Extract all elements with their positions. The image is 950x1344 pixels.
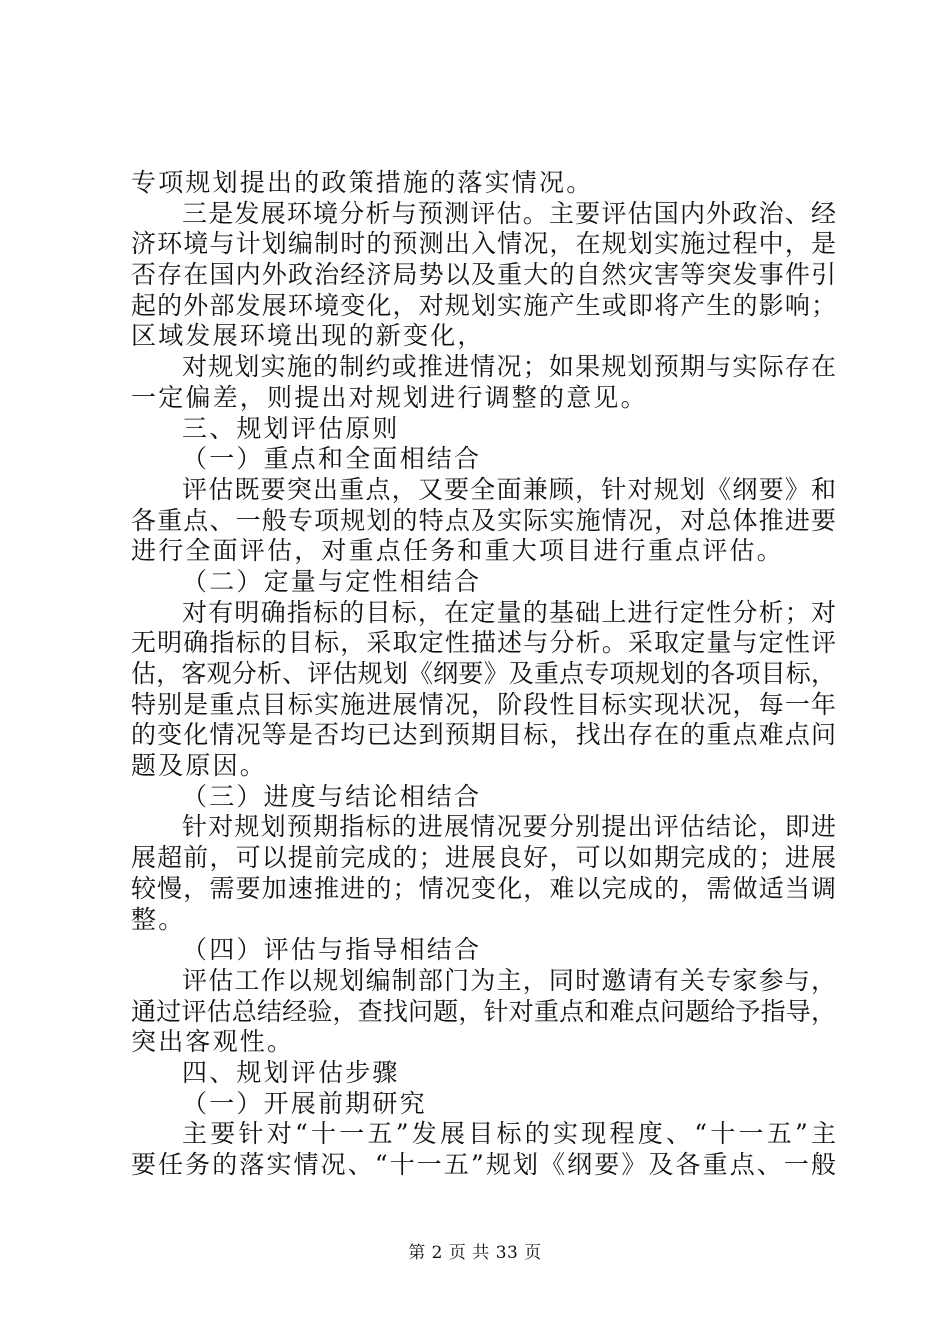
text-line: 突出客观性。 [131,1027,295,1057]
text-line: 主要针对“十一五”发展目标的实现程度、“十一五”主 [182,1119,836,1149]
text-line: 否存在国内外政治经济局势以及重大的自然灾害等突发事件引 [131,260,836,290]
text-line: 三、规划评估原则 [182,413,400,443]
text-line: 专项规划提出的政策措施的落实情况。 [131,168,594,197]
text-line: 无明确指标的目标，采取定性描述与分析。采取定量与定性评 [131,628,836,658]
text-line: 展超前，可以提前完成的；进展良好，可以如期完成的；进展 [131,843,836,873]
text-line: 进行全面评估，对重点任务和重大项目进行重点评估。 [131,536,784,566]
text-line: （四）评估与指导相结合 [182,935,482,965]
text-line: 对有明确指标的目标，在定量的基础上进行定性分析；对 [182,597,836,627]
text-line: 通过评估总结经验，查找问题，针对重点和难点问题给予指导， [131,996,836,1026]
text-line: 四、规划评估步骤 [182,1057,400,1087]
text-line: 评估既要突出重点，又要全面兼顾，针对规划《纲要》和 [182,474,836,504]
text-line: 一定偏差，则提出对规划进行调整的意见。 [131,382,648,412]
document-body [131,168,836,1181]
text-line: （一）开展前期研究 [182,1088,427,1118]
text-line: 对规划实施的制约或推进情况；如果规划预期与实际存在 [182,352,836,382]
text-line: 济环境与计划编制时的预测出入情况，在规划实施过程中，是 [131,229,836,259]
text-line: （二）定量与定性相结合 [182,566,482,596]
text-line: 估，客观分析、评估规划《纲要》及重点专项规划的各项目标， [131,659,836,688]
text-line: （三）进度与结论相结合 [182,781,482,811]
text-line: 起的外部发展环境变化，对规划实施产生或即将产生的影响； [131,290,836,320]
text-line: 三是发展环境分析与预测评估。主要评估国内外政治、经 [182,198,836,228]
text-line: 要任务的落实情况、“十一五”规划《纲要》及各重点、一般 [131,1150,836,1179]
text-line: 评估工作以规划编制部门为主，同时邀请有关专家参与， [182,965,836,995]
text-line: 区域发展环境出现的新变化， [131,321,485,351]
text-line: 整。 [131,904,186,934]
text-line: 较慢，需要加速推进的；情况变化，难以完成的，需做适当调 [131,873,836,903]
text-line: （一）重点和全面相结合 [182,444,482,474]
text-line: 的变化情况等是否均已达到预期目标，找出存在的重点难点问 [131,720,836,750]
page-footer: 第 2 页 共 33 页 [408,1243,542,1263]
text-line: 各重点、一般专项规划的特点及实际实施情况，对总体推进要 [131,505,836,535]
text-line: 特别是重点目标实施进展情况，阶段性目标实现状况，每一年 [131,689,836,719]
text-line: 针对规划预期指标的进展情况要分别提出评估结论，即进 [182,812,836,842]
text-line: 题及原因。 [131,751,268,781]
